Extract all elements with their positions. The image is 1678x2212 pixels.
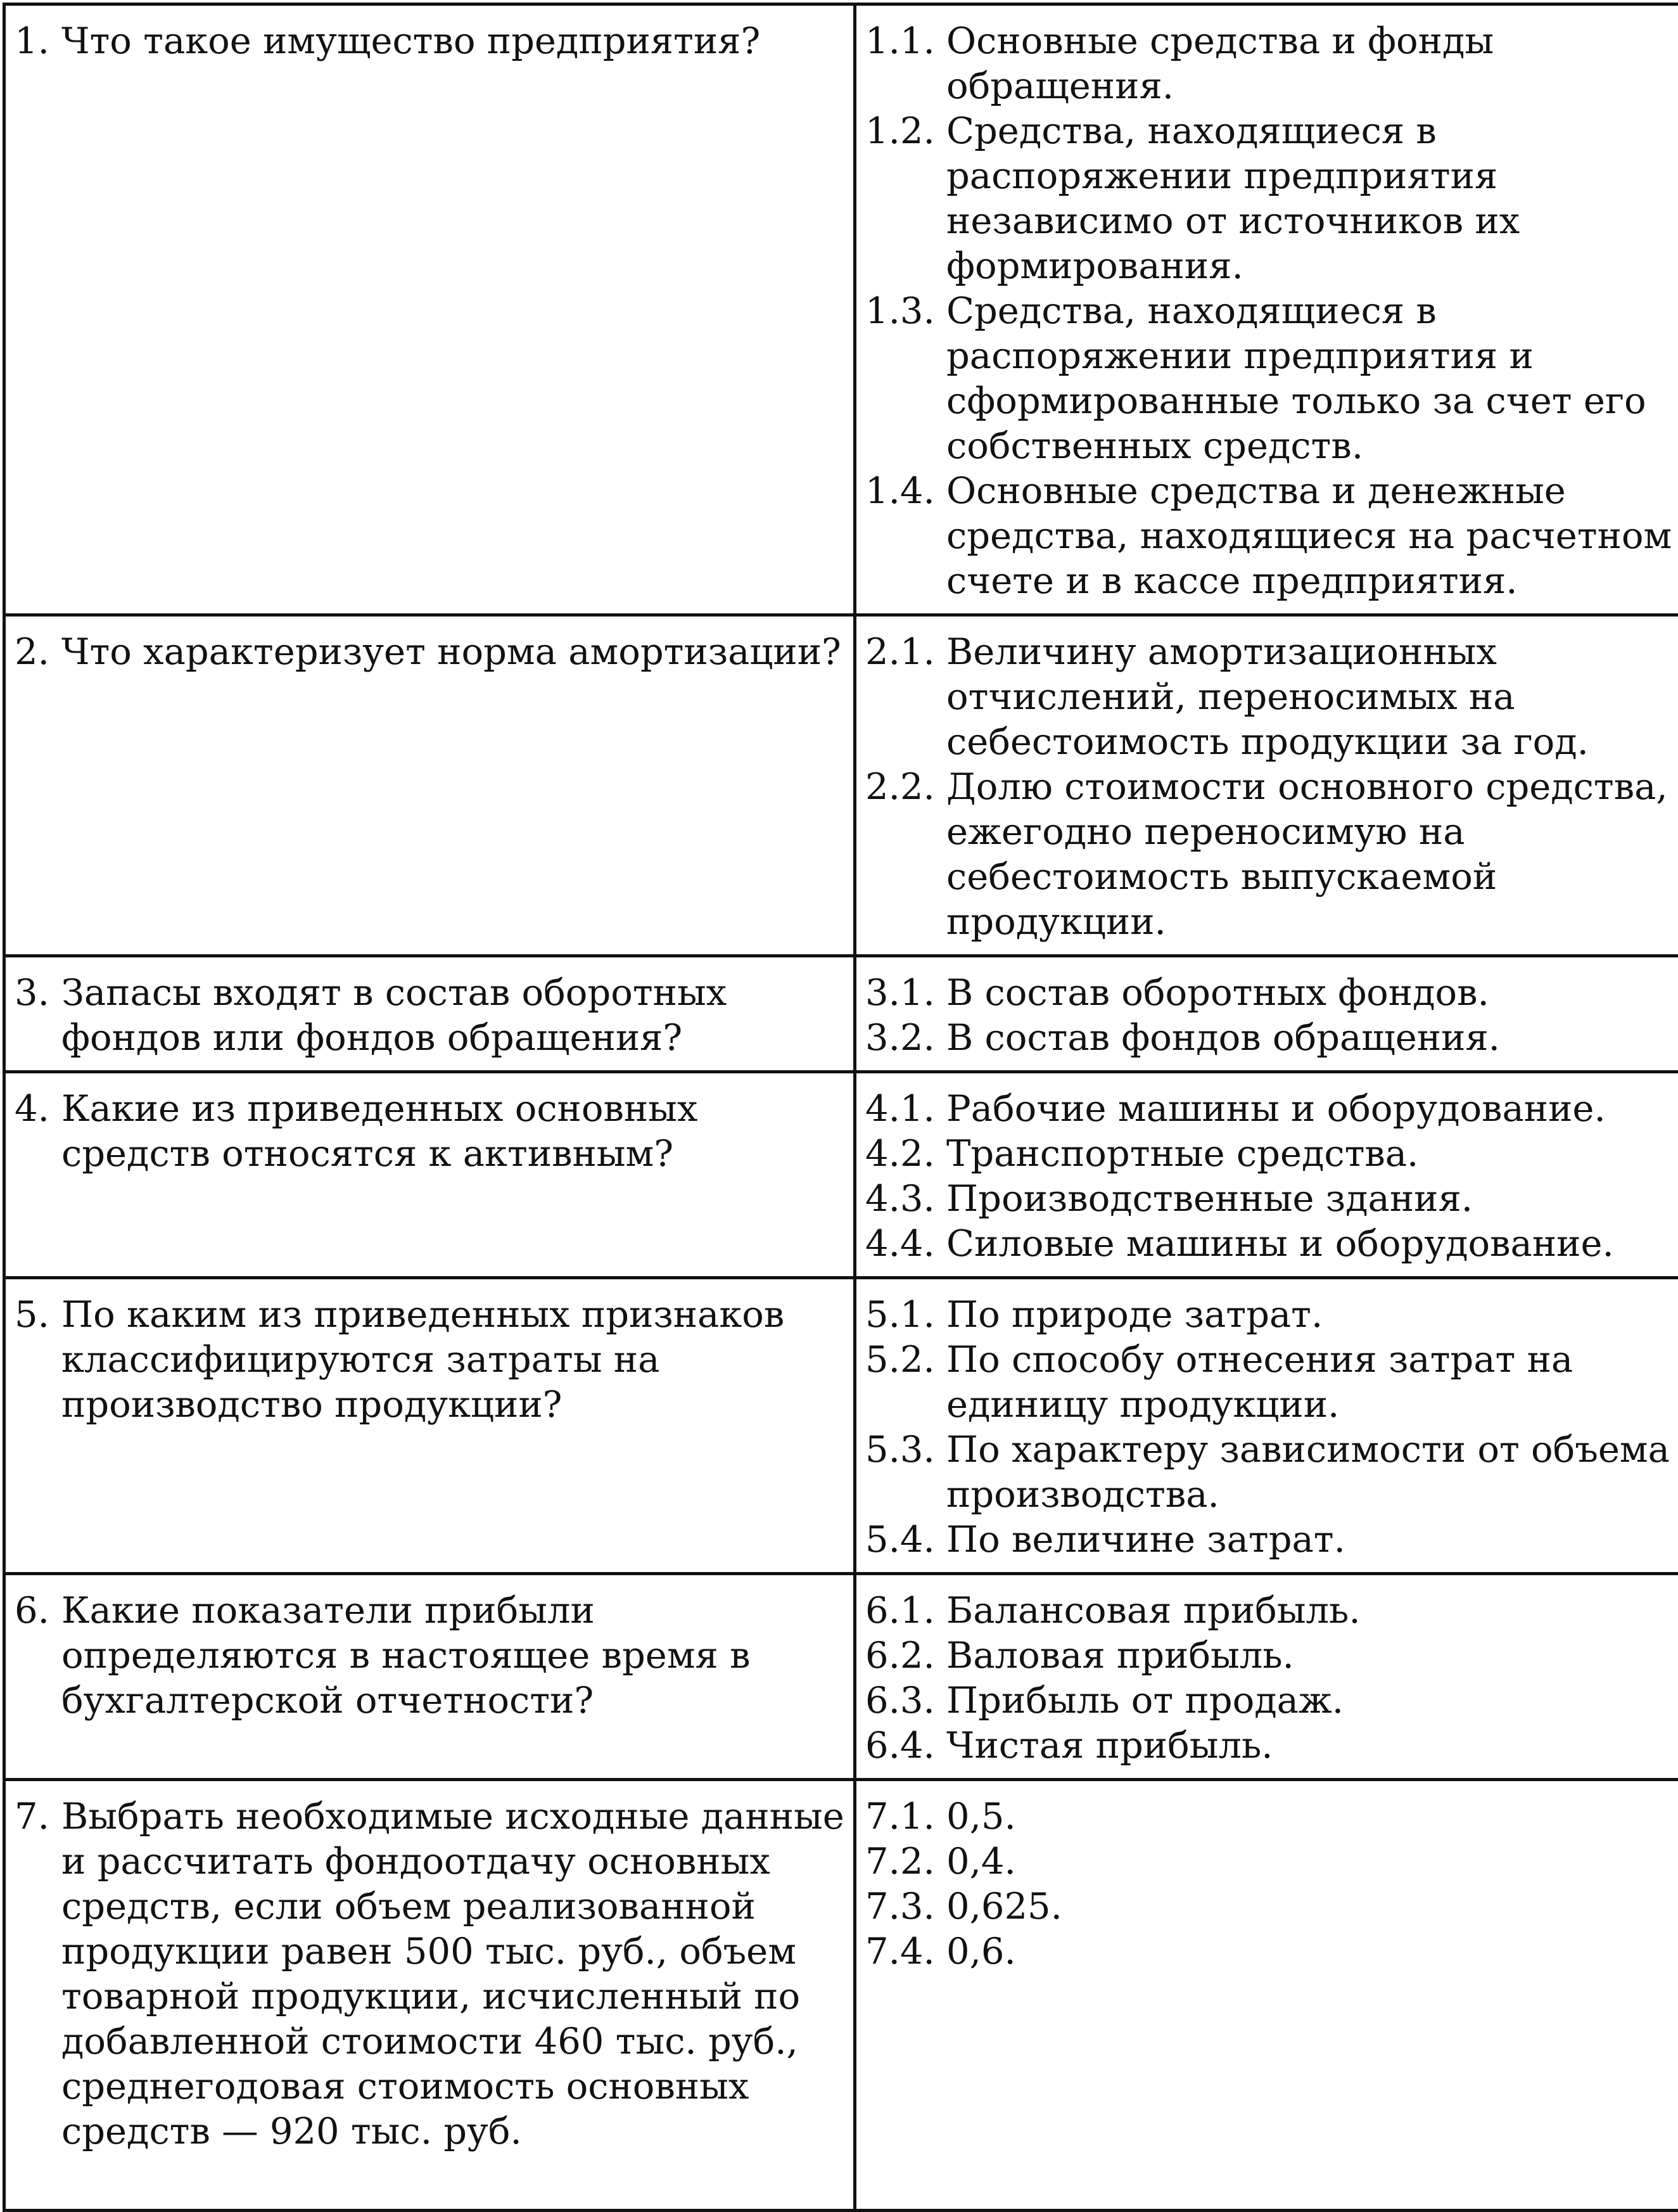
quiz-row xyxy=(4,615,1678,956)
answer-number: 4.4. xyxy=(865,1221,946,1266)
quiz-row xyxy=(4,1278,1678,1574)
answer-text: Средства, находящиеся в распоряжении предприятия независимо от источников их формирования. xyxy=(946,108,1678,288)
answer-number: 6.3. xyxy=(865,1678,946,1723)
answer-text: 0,5. xyxy=(946,1794,1678,1839)
answer-text: По характеру зависимости от объема производства. xyxy=(946,1427,1678,1517)
answers-cell xyxy=(855,1780,1678,2211)
answer-text: Основные средства и денежные средства, находящиеся на расчетном счете и в кассе предприятия. xyxy=(946,468,1678,603)
answer-number: 1.3. xyxy=(865,288,946,333)
answer-number: 5.3. xyxy=(865,1427,946,1472)
answers-cell xyxy=(855,1574,1678,1780)
answer-number: 7.2. xyxy=(865,1839,946,1884)
answer-text: Рабочие машины и оборудование. xyxy=(946,1086,1678,1131)
quiz-row xyxy=(4,956,1678,1072)
quiz-row xyxy=(4,1072,1678,1278)
answer-option xyxy=(865,1131,1678,1176)
answer-number: 2.1. xyxy=(865,629,946,674)
answer-text: Силовые машины и оборудование. xyxy=(946,1221,1678,1266)
answer-text: Средства, находящиеся в распоряжении предприятия и сформированные только за счет его собственных средств. xyxy=(946,288,1678,468)
answer-text: Производственные здания. xyxy=(946,1176,1678,1221)
answers-cell xyxy=(855,1278,1678,1574)
question-text: Какие из приведенных основных средств относятся к активным? xyxy=(61,1086,844,1176)
answer-option xyxy=(865,1292,1678,1337)
answer-option xyxy=(865,1176,1678,1221)
answer-option xyxy=(865,1517,1678,1562)
answer-text: В состав оборотных фондов. xyxy=(946,970,1678,1015)
answer-number: 6.4. xyxy=(865,1723,946,1768)
question-text: Выбрать необходимые исходные данные и рассчитать фондоотдачу основных средств, если объем реализованной продукции равен 500 тыс. руб., объем товарной продукции, исчисленный по добавленной стоимости 460 тыс. руб., среднегодовая стоимость основных средств — 920 тыс. руб. xyxy=(61,1794,844,2154)
answer-number: 7.4. xyxy=(865,1929,946,1974)
question-text: Что такое имущество предприятия? xyxy=(61,18,844,63)
answer-option xyxy=(865,1794,1678,1839)
answer-option xyxy=(865,288,1678,468)
answer-text: Величину амортизационных отчислений, переносимых на себестоимость продукции за год. xyxy=(946,629,1678,764)
question-cell xyxy=(4,1072,855,1278)
question-number: 1. xyxy=(15,18,61,63)
question-number: 6. xyxy=(15,1588,61,1633)
answer-option xyxy=(865,1086,1678,1131)
answer-number: 3.1. xyxy=(865,970,946,1015)
question-number: 3. xyxy=(15,970,61,1015)
answer-number: 5.2. xyxy=(865,1337,946,1382)
answers-cell xyxy=(855,615,1678,956)
answer-text: По природе затрат. xyxy=(946,1292,1678,1337)
answer-option xyxy=(865,1633,1678,1678)
answer-number: 3.2. xyxy=(865,1015,946,1060)
answer-number: 5.4. xyxy=(865,1517,946,1562)
answer-text: По способу отнесения затрат на единицу продукции. xyxy=(946,1337,1678,1427)
answer-text: 0,4. xyxy=(946,1839,1678,1884)
question-number: 7. xyxy=(15,1794,61,1839)
answer-option xyxy=(865,629,1678,764)
answer-number: 6.1. xyxy=(865,1588,946,1633)
answer-option xyxy=(865,1884,1678,1929)
answer-option xyxy=(865,1015,1678,1060)
answers-cell xyxy=(855,956,1678,1072)
answer-text: Балансовая прибыль. xyxy=(946,1588,1678,1633)
answer-option xyxy=(865,970,1678,1015)
quiz-table xyxy=(3,3,1678,2212)
answer-text: Прибыль от продаж. xyxy=(946,1678,1678,1723)
answer-option xyxy=(865,1839,1678,1884)
question-cell xyxy=(4,956,855,1072)
answer-option xyxy=(865,468,1678,603)
answer-number: 7.1. xyxy=(865,1794,946,1839)
question-cell xyxy=(4,615,855,956)
question-cell xyxy=(4,1780,855,2211)
answer-text: Долю стоимости основного средства, ежегодно переносимую на себестоимость выпускаемой продукции. xyxy=(946,764,1678,944)
question-number: 4. xyxy=(15,1086,61,1131)
answer-text: 0,625. xyxy=(946,1884,1678,1929)
answer-option xyxy=(865,1337,1678,1427)
question-cell xyxy=(4,1278,855,1574)
answer-number: 2.2. xyxy=(865,764,946,809)
question-number: 2. xyxy=(15,629,61,674)
question-number: 5. xyxy=(15,1292,61,1337)
answer-number: 4.2. xyxy=(865,1131,946,1176)
answer-number: 6.2. xyxy=(865,1633,946,1678)
answer-text: Основные средства и фонды обращения. xyxy=(946,18,1678,108)
answer-number: 1.2. xyxy=(865,108,946,153)
answer-number: 7.3. xyxy=(865,1884,946,1929)
answer-option xyxy=(865,18,1678,108)
question-cell xyxy=(4,1574,855,1780)
answer-option xyxy=(865,108,1678,288)
answer-number: 1.1. xyxy=(865,18,946,63)
answer-number: 4.1. xyxy=(865,1086,946,1131)
answer-option xyxy=(865,1929,1678,1974)
question-text: Какие показатели прибыли определяются в настоящее время в бухгалтерской отчетности? xyxy=(61,1588,844,1723)
question-text: Что характеризует норма амортизации? xyxy=(61,629,844,674)
answer-option xyxy=(865,1678,1678,1723)
answer-text: Валовая прибыль. xyxy=(946,1633,1678,1678)
answers-cell xyxy=(855,4,1678,615)
answer-text: 0,6. xyxy=(946,1929,1678,1974)
answer-number: 5.1. xyxy=(865,1292,946,1337)
question-text: Запасы входят в состав оборотных фондов или фондов обращения? xyxy=(61,970,844,1060)
answer-text: Транспортные средства. xyxy=(946,1131,1678,1176)
answer-text: В состав фондов обращения. xyxy=(946,1015,1678,1060)
answer-text: Чистая прибыль. xyxy=(946,1723,1678,1768)
answer-option xyxy=(865,1427,1678,1517)
quiz-row xyxy=(4,1780,1678,2211)
answers-cell xyxy=(855,1072,1678,1278)
answer-option xyxy=(865,1588,1678,1633)
answer-option xyxy=(865,764,1678,944)
question-text: По каким из приведенных признаков классифицируются затраты на производство продукции? xyxy=(61,1292,844,1427)
answer-number: 1.4. xyxy=(865,468,946,513)
quiz-row xyxy=(4,1574,1678,1780)
quiz-row xyxy=(4,4,1678,615)
answer-text: По величине затрат. xyxy=(946,1517,1678,1562)
question-cell xyxy=(4,4,855,615)
answer-number: 4.3. xyxy=(865,1176,946,1221)
answer-option xyxy=(865,1723,1678,1768)
answer-option xyxy=(865,1221,1678,1266)
